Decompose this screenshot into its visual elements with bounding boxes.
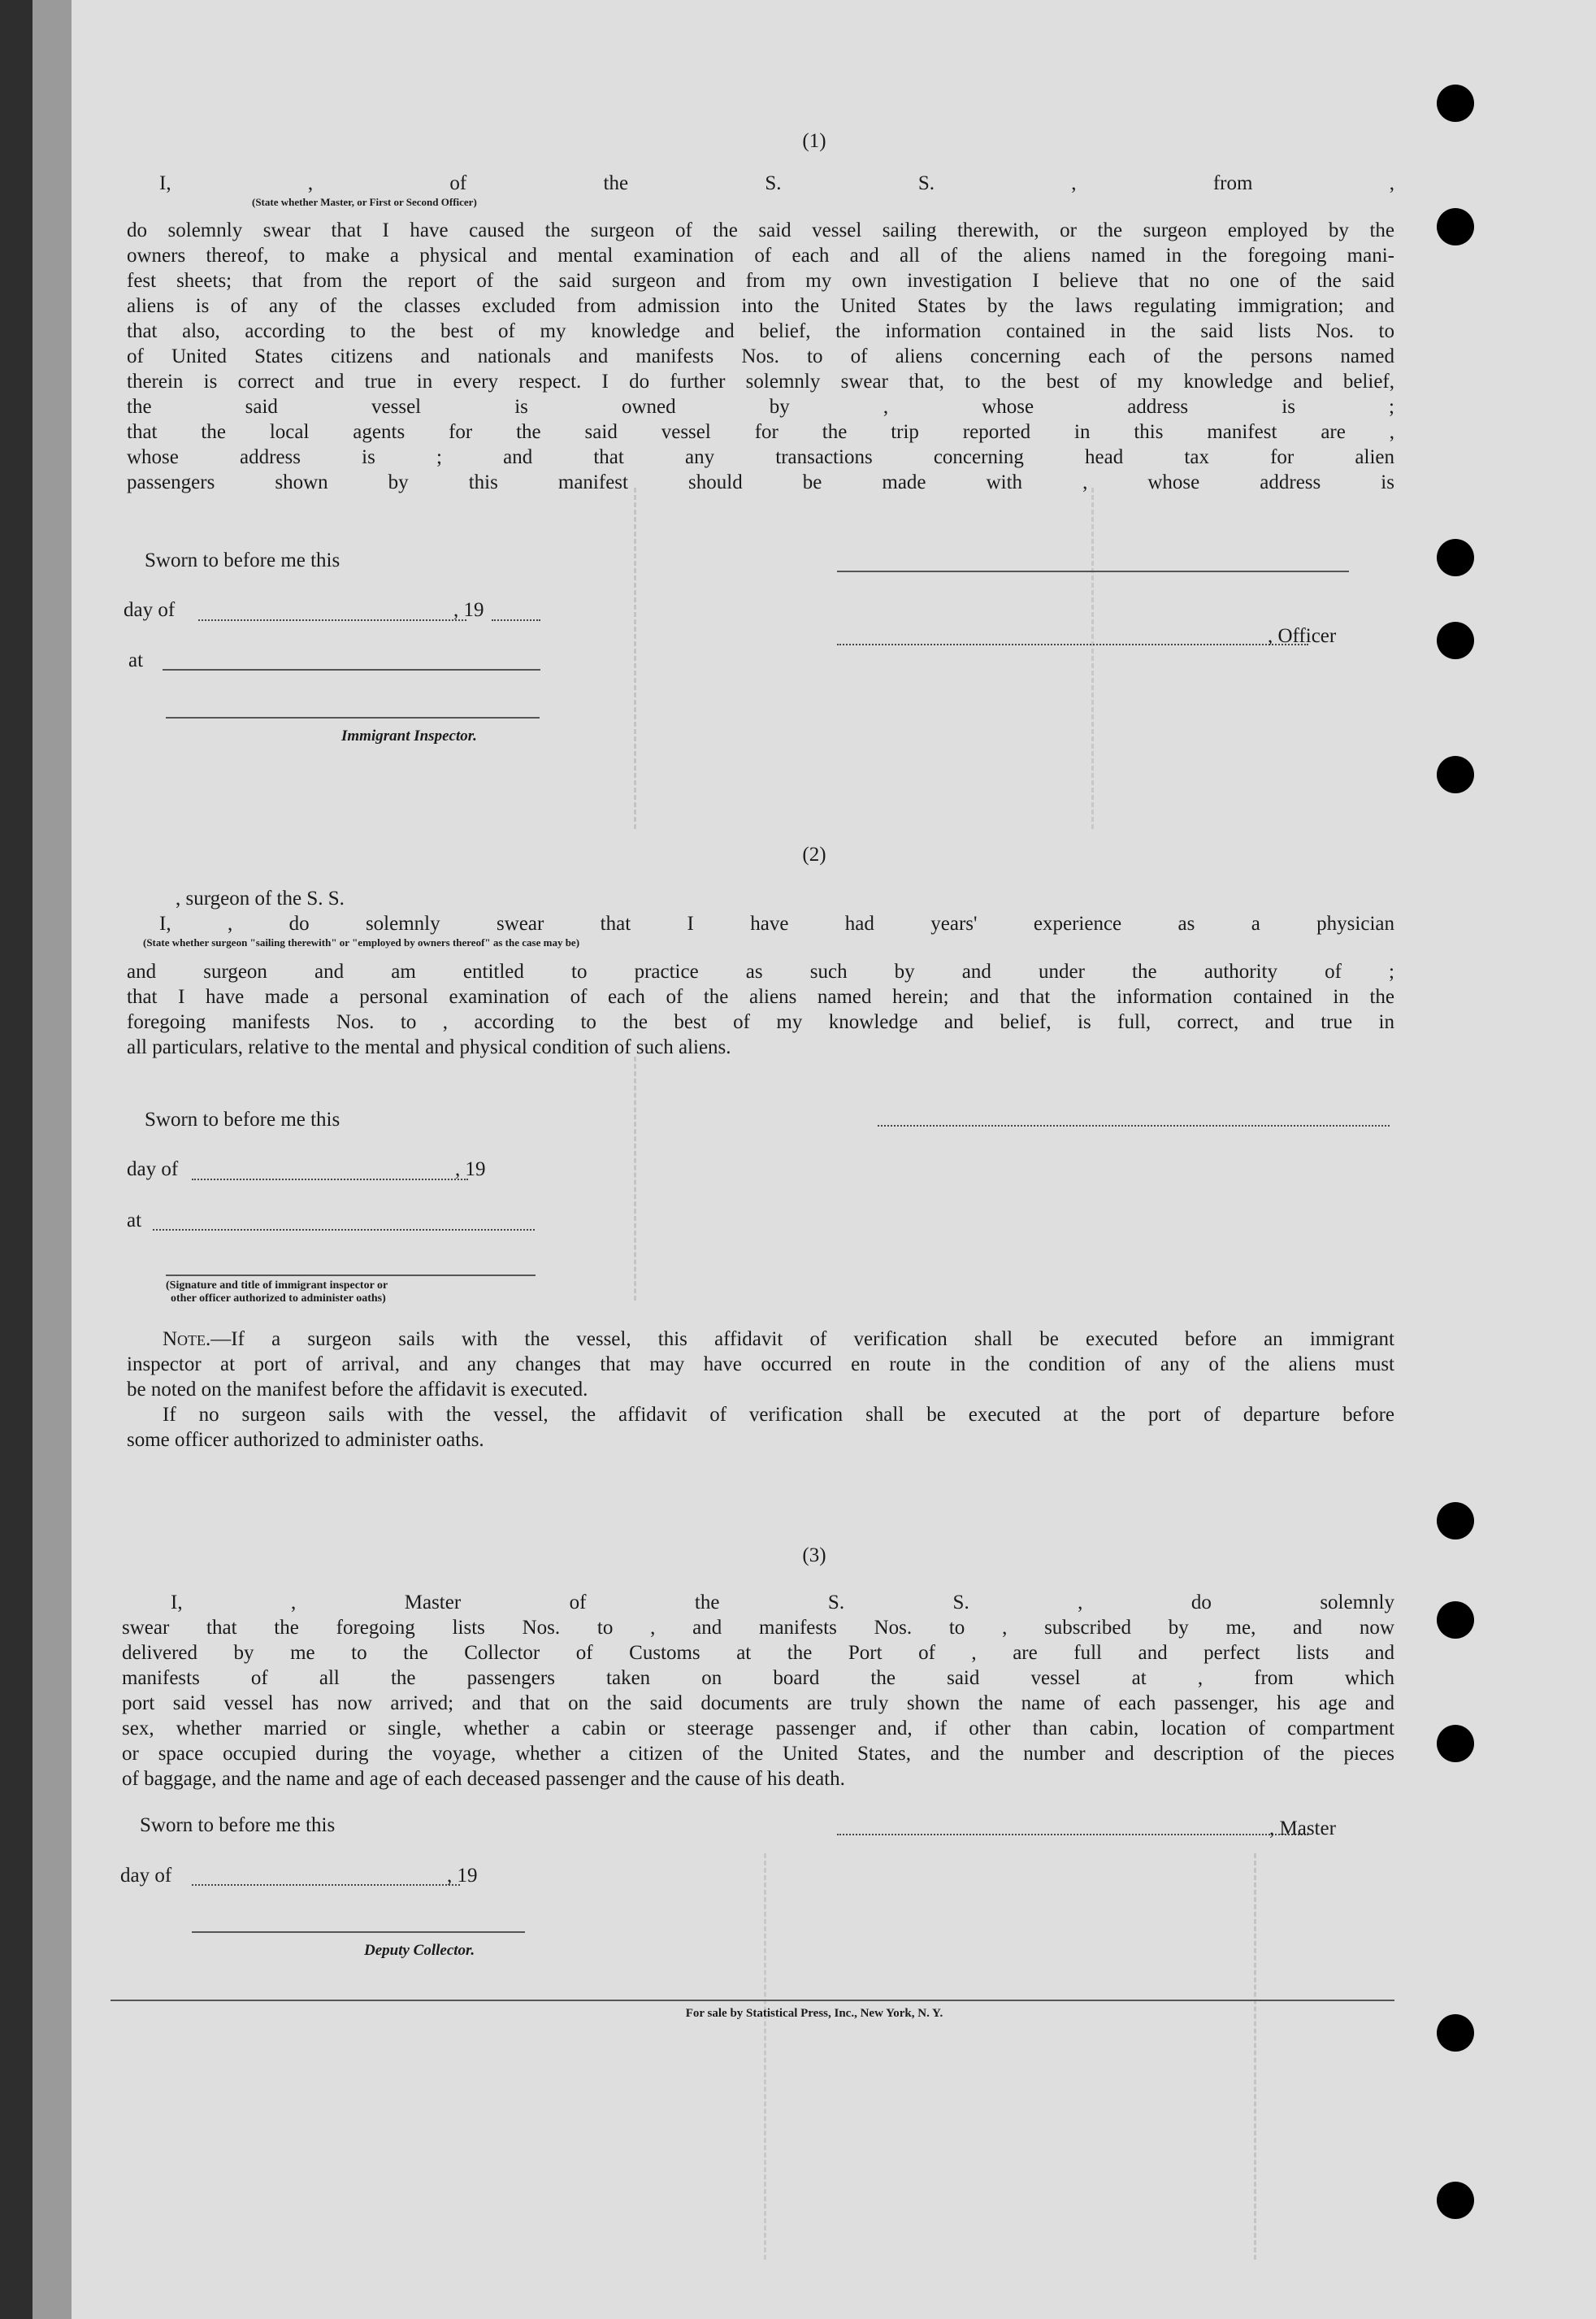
affidavit-line: do solemnly swear that I have caused the surgeon of the said vessel sailing therewith, or the surgeon employed by the bbox=[127, 219, 1394, 241]
field-note: (State whether surgeon "sailing therewith" or "employed by owners thereof" as the case may be) bbox=[143, 936, 580, 949]
fill-line bbox=[492, 619, 540, 621]
fill-line bbox=[192, 1884, 460, 1886]
affidavit-line: of United States citizens and nationals and manifests Nos. to of aliens concerning each of the persons named bbox=[127, 345, 1394, 367]
affidavit-line: swear that the foregoing lists Nos. to , and manifests Nos. to , subscribed by me, and now bbox=[122, 1617, 1394, 1639]
signature-line bbox=[163, 669, 540, 671]
signature-line bbox=[837, 644, 1308, 645]
section-number: (2) bbox=[802, 844, 826, 866]
affidavit-line: , surgeon of the S. S. bbox=[176, 888, 345, 910]
day-of-label: day of bbox=[124, 599, 176, 621]
affidavit-line: I, , of the S. S. , from , bbox=[159, 172, 1394, 194]
affidavit-line: I, , Master of the S. S. , do solemnly bbox=[171, 1592, 1394, 1613]
at-label: at bbox=[128, 649, 144, 671]
affidavit-line: sex, whether married or single, whether a cabin or steerage passenger and, if other than cabin, location of compartment bbox=[122, 1718, 1394, 1739]
year-label: , 19 bbox=[453, 599, 484, 621]
fill-line bbox=[198, 619, 466, 621]
signature-line bbox=[166, 717, 540, 719]
affidavit-line: of baggage, and the name and age of each deceased passenger and the cause of his death. bbox=[122, 1768, 845, 1790]
note-label: Note. bbox=[163, 1328, 211, 1350]
bleed-through-mark bbox=[764, 1853, 1256, 2260]
punch-hole bbox=[1437, 208, 1474, 245]
punch-hole bbox=[1437, 539, 1474, 576]
punch-hole bbox=[1437, 85, 1474, 122]
affidavit-line: fest sheets; that from the report of the said surgeon and from my own investigation I believe that no one of the said bbox=[127, 270, 1394, 292]
affidavit-line: delivered by me to the Collector of Customs at the Port of , are full and perfect lists and bbox=[122, 1642, 1394, 1664]
affidavit-line: or space occupied during the voyage, whether a citizen of the United States, and the number and description of the pieces bbox=[122, 1743, 1394, 1765]
note-line: some officer authorized to administer oaths. bbox=[127, 1429, 484, 1451]
inspector-caption: Immigrant Inspector. bbox=[341, 727, 477, 745]
day-of-label: day of bbox=[127, 1158, 179, 1180]
signature-line bbox=[878, 1125, 1390, 1127]
year-label: , 19 bbox=[455, 1158, 486, 1180]
note-line: If no surgeon sails with the vessel, the affidavit of verification shall be executed at the port of departure before bbox=[163, 1404, 1394, 1426]
signature-line bbox=[192, 1931, 525, 1933]
fill-line bbox=[192, 1179, 468, 1180]
sworn-label: Sworn to before me this bbox=[145, 549, 340, 571]
printer-credit: For sale by Statistical Press, Inc., New York, N. Y. bbox=[685, 2007, 943, 2020]
bleed-through-mark bbox=[634, 488, 1094, 829]
affidavit-line: whose address is ; and that any transactions concerning head tax for alien bbox=[127, 446, 1394, 468]
punch-hole bbox=[1437, 1725, 1474, 1762]
sworn-label: Sworn to before me this bbox=[140, 1814, 336, 1836]
affidavit-line: foregoing manifests Nos. to , according to the best of my knowledge and belief, is full, correct, and true in bbox=[127, 1011, 1394, 1033]
affidavit-line: the said vessel is owned by , whose address is ; bbox=[127, 396, 1394, 418]
affidavit-line: aliens is of any of the classes excluded from admission into the United States by the laws regulating immigration; and bbox=[127, 295, 1394, 317]
affidavit-line: and surgeon and am entitled to practice as such by and under the authority of ; bbox=[127, 961, 1394, 983]
affidavit-line: I, , do solemnly swear that I have had years' experience as a physician bbox=[159, 913, 1394, 935]
punch-hole bbox=[1437, 2182, 1474, 2219]
scan-border bbox=[33, 0, 72, 2319]
punch-hole bbox=[1437, 622, 1474, 659]
affidavit-line: manifests of all the passengers taken on board the said vessel at , from which bbox=[122, 1667, 1394, 1689]
punch-hole bbox=[1437, 1601, 1474, 1639]
punch-hole bbox=[1437, 756, 1474, 793]
punch-hole bbox=[1437, 1502, 1474, 1539]
officer-label: , Officer bbox=[1268, 625, 1337, 647]
affidavit-line: owners thereof, to make a physical and mental examination of each and all of the aliens named in the foregoing mani- bbox=[127, 245, 1394, 267]
signature-line bbox=[166, 1275, 536, 1276]
note-line: inspector at port of arrival, and any changes that may have occurred en route in the condition of any of the aliens must bbox=[127, 1353, 1394, 1375]
section-number: (3) bbox=[802, 1544, 826, 1566]
year-label: , 19 bbox=[447, 1865, 478, 1887]
affidavit-line: that the local agents for the said vessel for the trip reported in this manifest are , bbox=[127, 421, 1394, 443]
note-text: —If a surgeon sails with the vessel, this affidavit of verification shall be executed before an immigrant bbox=[210, 1328, 1394, 1350]
footer-rule bbox=[111, 2000, 1394, 2001]
bleed-through-mark bbox=[634, 1057, 1091, 1301]
affidavit-line: port said vessel has now arrived; and that on the said documents are truly shown the name of each passenger, his age and bbox=[122, 1692, 1394, 1714]
signature-line bbox=[837, 1834, 1308, 1835]
affidavit-line: passengers shown by this manifest should be made with , whose address is bbox=[127, 471, 1394, 493]
signature-caption: (Signature and title of immigrant inspector or bbox=[166, 1279, 388, 1292]
note-line bbox=[163, 1327, 1394, 1352]
master-label: , Master bbox=[1269, 1817, 1336, 1839]
affidavit-line: therein is correct and true in every respect. I do further solemnly swear that, to the best of my knowledge and belief, bbox=[127, 371, 1394, 393]
collector-caption: Deputy Collector. bbox=[364, 1942, 475, 1959]
section-number: (1) bbox=[802, 130, 826, 152]
sworn-label: Sworn to before me this bbox=[145, 1109, 340, 1131]
signature-caption: other officer authorized to administer oaths) bbox=[171, 1292, 386, 1305]
field-note: (State whether Master, or First or Second Officer) bbox=[252, 196, 477, 208]
note-line: be noted on the manifest before the affidavit is executed. bbox=[127, 1379, 588, 1401]
at-label: at bbox=[127, 1209, 142, 1231]
signature-line bbox=[837, 571, 1349, 572]
document-page bbox=[33, 0, 1596, 2319]
affidavit-line: all particulars, relative to the mental and physical condition of such aliens. bbox=[127, 1036, 731, 1058]
affidavit-line: that also, according to the best of my knowledge and belief, the information contained in the said lists Nos. to bbox=[127, 320, 1394, 342]
fill-line bbox=[153, 1229, 535, 1231]
day-of-label: day of bbox=[120, 1865, 172, 1887]
affidavit-line: that I have made a personal examination of each of the aliens named herein; and that the information contained in the bbox=[127, 986, 1394, 1008]
